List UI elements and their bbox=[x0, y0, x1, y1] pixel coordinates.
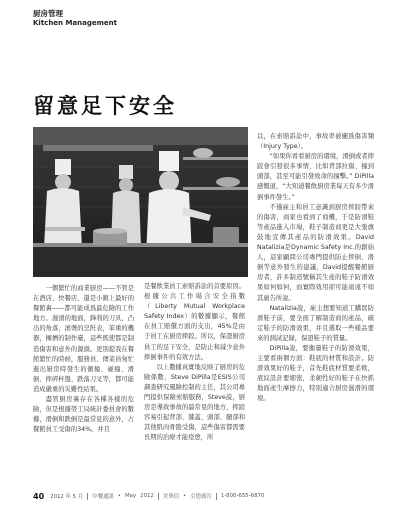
article-title: 留意足下安全 bbox=[33, 93, 177, 118]
footer-issue: 2012 年 5 月 bbox=[50, 494, 84, 500]
paragraph: 一個繁忙的商業厨房——不管是在酒店、快餐店、還是小鎮上最好的餐館裏——都可能成爲最危險的工作地方。濕滑的地面，鋒利的刀具，凸出的角落，滚燙的烹飪表，笨重的機器，擁擠的制作臺，這些既使都是制造傷害和意外的源頭。更別提我在餐館繁忙的時候，服務員、傳菜員匆忙進出厨房時發生的衝撞、碰撞、滑倒、摔碎杯盤、跌落刀叉等，都可能造成嚴重的災難性結果。 bbox=[33, 285, 134, 393]
footer-publication: 中餐通訊 bbox=[92, 494, 114, 500]
footer-separator: • bbox=[117, 493, 121, 499]
footer-divider bbox=[216, 493, 217, 500]
footer-divider bbox=[158, 493, 159, 500]
footer-publication-2: 美華信 bbox=[162, 494, 180, 500]
article-column-1 bbox=[33, 282, 134, 435]
paragraph: 是餐飲業員工索賠訴訟的首要原因。根據公共工作場合安全指數（Liberty Mutual Workplace Safety Index）的數據顯示，餐館在員工賠償方面的支出，45%是由于員工在厨房摔跤。所以，保證厨房員工的足下安全，是防止和减少意外摔倒事件的有效方法。 bbox=[144, 283, 245, 361]
footer-divider bbox=[87, 493, 88, 500]
section-label-zh: 厨房管理 bbox=[33, 9, 63, 18]
section-label-en: Kitchen Management bbox=[33, 18, 117, 27]
page-number: 40 bbox=[33, 491, 45, 501]
paragraph: 不僅雇主和員工意識到厨房摔跤帶來的傷害，商家也看到了商機，于是防滑鞋等產品進入市場，鞋子制造商更是大張旗鼓地宣傳其產品的防滑效果。David Natalizia是Dynamic Safety Inc.的創始人，這家顧問公司專門提供防止摔倒、滑倒等意外發生的建議，David提醒餐館厨房者，許多制造號稱其生產的鞋子防滑效果如何如何，而實際效用卻可能遠遠不如其廣告所說。 bbox=[257, 203, 374, 302]
footer-month: May bbox=[124, 493, 137, 499]
article-column-2 bbox=[144, 282, 245, 444]
page-footer bbox=[33, 489, 378, 503]
paragraph: 以，在索賠訴訟中，事故率被闡爲傷害類（Injury Type）。 bbox=[257, 133, 374, 151]
article-column-3 bbox=[257, 132, 374, 405]
footer-phone: 1-800-655-6870 bbox=[220, 493, 265, 499]
paragraph: “如果你看看厨房的環境，滑倒或者摔跤會引發很多事情，比如背部拉傷、撞到頭部，甚至可能引發致命的撞擊。” DiPilla感慨道，“大知道餐飲厨房業每天有多少滑倒事件發生。” bbox=[257, 153, 374, 201]
footer-year: 2012 bbox=[140, 493, 154, 499]
footer-publication-3: 引您廣告 bbox=[190, 494, 212, 500]
section-label bbox=[33, 10, 117, 27]
paragraph: Natalizia說，雇主想要知道工購買防滑鞋子前，要全面了解制造商的產品，確定鞋子的防滑效果，并且選取一些樣品要來的測試記録，保證鞋子的質量。 bbox=[257, 304, 374, 342]
paragraph: DiPilla說，要衡量鞋子的防滑效果，主要看兩個方面：鞋底的材質和設計。防滑效果好的鞋子，首先鞋底材質要柔軟，底紋設計要細密，柔韌性好的鞋子在快抓地面產生摩擦力，特別適合厨房濕滑的環境。 bbox=[257, 344, 374, 403]
paragraph: 盡管厨房裏存在各種各樣的危險，但是根據勞工局統計委員會的數據，滑倒和跌倒是最常見的意外，占餐館員工受傷的34%。并且 bbox=[33, 396, 134, 434]
kitchen-staff-photo bbox=[33, 127, 248, 277]
footer-separator: • bbox=[183, 493, 187, 499]
paragraph: 以上數據真實地反映了厨房的危險係數，Steve DiPilla是ESIS公司調查研究風險控制的主任，其公司專門提供保險索賠服務，Steve説，厨房是導致事故的最常見的地方，摔跤容易引起背部、膝蓋、頭部、腿部和其他肌肉骨骼受傷，這些傷害都需要長期的治療才能痊愈，所 bbox=[144, 363, 245, 442]
